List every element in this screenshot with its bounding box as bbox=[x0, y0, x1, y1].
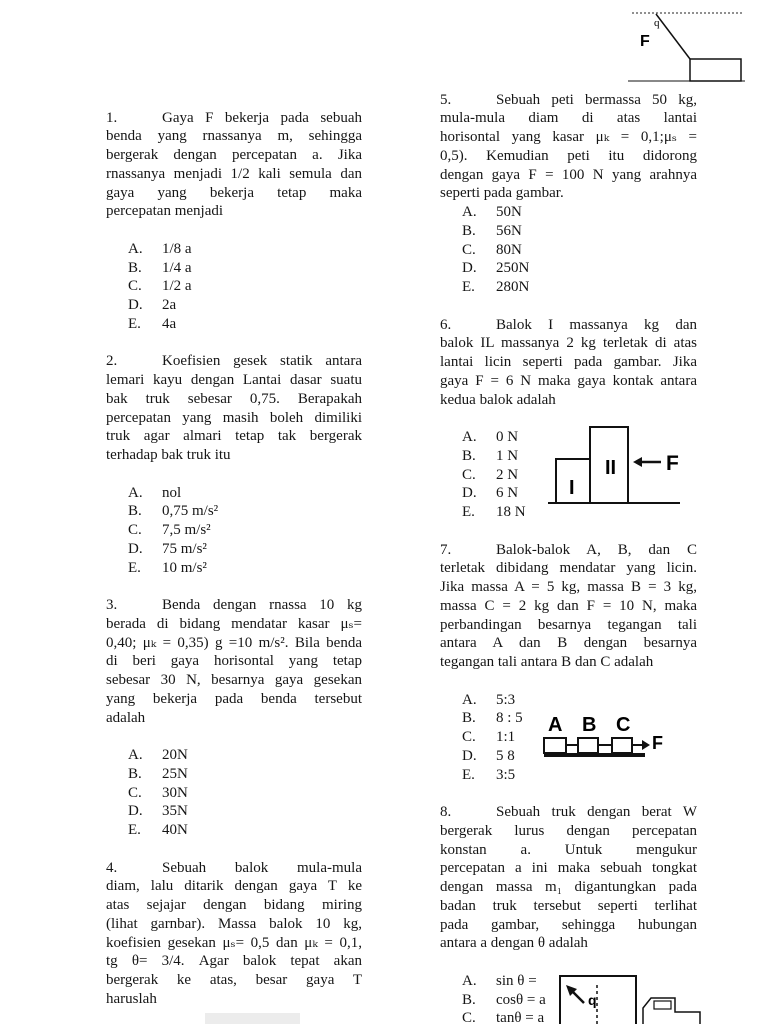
question-text-line: rnassanya menjadi 1/2 kali semula dan bbox=[106, 165, 362, 182]
question-text-line: koefisien gesekan μₛ= 0,5 dan μₖ = 0,1, bbox=[106, 934, 362, 951]
option-letter: E. bbox=[462, 766, 475, 783]
option-value: 20N bbox=[162, 747, 188, 764]
question-text-line: terhadap bak truk itu bbox=[106, 447, 231, 464]
question-first-line bbox=[440, 541, 697, 560]
question-text-line: lantai licin seperti pada gambar. Jika bbox=[440, 354, 697, 371]
option-value: 280N bbox=[496, 279, 530, 296]
option-letter: D. bbox=[462, 485, 477, 502]
option-a bbox=[106, 746, 362, 765]
question-text-line: Jika massa A = 5 kg, massa B = 3 kg, bbox=[440, 579, 697, 596]
option-letter: D. bbox=[128, 297, 143, 314]
force-line bbox=[656, 14, 690, 59]
question-text-line: dengan gaya F = 100 N yang arahnya bbox=[440, 166, 697, 183]
question-text-line: mula-mula diam di atas lantai bbox=[440, 110, 697, 127]
question-text-line: Koefisien gesek statik antara bbox=[162, 353, 362, 370]
question-text-line: konstan a. Untuk mengukur bbox=[440, 841, 697, 858]
option-e bbox=[440, 278, 697, 297]
question-text-line: percepatan menjadi bbox=[106, 203, 224, 220]
option-value: 5 8 bbox=[496, 747, 515, 764]
question-text-line: terletak dibidang mendatar yang licin. bbox=[440, 560, 697, 577]
question-text-line: Sebuah balok mula-mula bbox=[162, 859, 362, 876]
figure-q7-three-blocks bbox=[540, 708, 665, 764]
question-text-line: 0,40; μₖ = 0,35) g =10 m/s². Bila benda bbox=[106, 634, 362, 651]
option-d bbox=[440, 259, 697, 278]
question-text-line: massa C = 2 kg dan F = 10 N, maka bbox=[440, 597, 697, 614]
arrow-left-icon bbox=[633, 457, 642, 467]
question-text-line: atas sejajar dengan bidang miring bbox=[106, 897, 362, 914]
option-value: 1:1 bbox=[496, 729, 516, 746]
question-number: 8. bbox=[440, 804, 452, 821]
question-text-line: kedua balok adalah bbox=[440, 391, 556, 408]
option-value: 56N bbox=[496, 222, 522, 239]
question-2 bbox=[106, 352, 362, 596]
question-text-line: truk agar almari tetap tak bergerak bbox=[106, 428, 362, 445]
option-value: 1/4 a bbox=[162, 259, 192, 276]
option-d bbox=[106, 802, 362, 821]
option-c bbox=[106, 784, 362, 803]
option-value: 40N bbox=[162, 822, 188, 839]
question-text-line: percepatan a ini maka sebuah tongkat bbox=[440, 860, 697, 877]
question-text-line: lemari kayu dengan Lantai dasar suatu bbox=[106, 372, 362, 389]
option-value: 75 m/s² bbox=[162, 540, 207, 557]
angle-label: q bbox=[654, 17, 660, 29]
question-text-line: diam, lalu ditarik dengan gaya T ke bbox=[106, 878, 362, 895]
faint-figure-fragment bbox=[205, 1013, 300, 1024]
option-value: 2 N bbox=[496, 466, 519, 483]
question-number: 2. bbox=[106, 353, 118, 370]
option-letter: B. bbox=[128, 765, 142, 782]
question-text-line: perbandingan besarnya tegangan tali bbox=[440, 616, 697, 633]
question-text-line: haruslah bbox=[106, 990, 157, 1007]
question-first-line bbox=[440, 91, 697, 110]
block-c bbox=[612, 738, 632, 753]
question-text-line: antara a dengan θ adalah bbox=[440, 935, 588, 952]
option-letter: E. bbox=[128, 315, 141, 332]
question-text-line: percepatan yang masih boleh dimiliki bbox=[106, 409, 362, 426]
option-value: 8 : 5 bbox=[496, 710, 523, 727]
question-first-line bbox=[440, 803, 697, 822]
option-letter: A. bbox=[128, 240, 143, 257]
question-text-line: berada di bidang mendatar kasar μₛ= bbox=[106, 615, 362, 632]
option-b bbox=[106, 259, 362, 278]
option-b bbox=[106, 502, 362, 521]
option-value: tanθ = a bbox=[496, 1010, 545, 1027]
block-b bbox=[578, 738, 598, 753]
question-text-line: yang bekerja pada benda tersebut bbox=[106, 690, 362, 707]
option-value: 5:3 bbox=[496, 691, 516, 708]
option-value: 80N bbox=[496, 241, 522, 258]
option-c bbox=[106, 277, 362, 296]
question-text-line: tegangan tali antara B dan C adalah bbox=[440, 654, 654, 671]
option-value: 7,5 m/s² bbox=[162, 522, 211, 539]
option-letter: D. bbox=[462, 747, 477, 764]
question-text-line: bergerak lurus dengan percepatan bbox=[440, 822, 697, 839]
question-text-line: pada gambar, sehingga hubungan bbox=[440, 916, 697, 933]
question-text-line: adalah bbox=[106, 709, 146, 726]
question-text-line: bergerak ke atas, besar gaya T bbox=[106, 972, 362, 989]
option-value: 10 m/s² bbox=[162, 559, 207, 576]
question-1 bbox=[106, 109, 362, 353]
question-text-line: di beri gaya horisontal yang tetap bbox=[106, 653, 362, 670]
option-letter: C. bbox=[462, 729, 476, 746]
option-value: 1/2 a bbox=[162, 278, 192, 295]
option-letter: B. bbox=[462, 447, 476, 464]
option-a bbox=[440, 203, 697, 222]
question-text-line: gaya yang bekerja tetap maka bbox=[106, 184, 362, 201]
figure-q5-pushed-crate bbox=[625, 5, 750, 87]
option-a bbox=[440, 691, 697, 710]
option-e bbox=[440, 766, 697, 785]
option-letter: D. bbox=[462, 260, 477, 277]
option-value: 0,75 m/s² bbox=[162, 503, 219, 520]
option-e bbox=[106, 315, 362, 334]
question-text-line: tg θ= 3/4. Agar balok tepat akan bbox=[106, 953, 362, 970]
question-text-line: gaya F = 6 N maka gaya kontak antara bbox=[440, 372, 697, 389]
option-value: 30N bbox=[162, 784, 188, 801]
question-text-line: Benda dengan rnassa 10 kg bbox=[162, 597, 362, 614]
option-letter: C. bbox=[462, 1010, 476, 1027]
option-d bbox=[106, 296, 362, 315]
option-letter: C. bbox=[128, 278, 142, 295]
option-letter: A. bbox=[128, 747, 143, 764]
block-ii-label: II bbox=[605, 457, 617, 479]
question-text-line: antara A dan B dengan besarnya bbox=[440, 635, 697, 652]
option-value: cosθ = a bbox=[496, 991, 546, 1008]
question-text-line: bak truk sebesar 0,75. Berapakah bbox=[106, 390, 362, 407]
question-first-line bbox=[106, 109, 362, 128]
option-letter: E. bbox=[128, 559, 141, 576]
question-text-line: Balok-balok A, B, dan C bbox=[496, 541, 697, 558]
question-text-line: badan truk tersebut seperti terlihat bbox=[440, 897, 697, 914]
question-first-line bbox=[106, 352, 362, 371]
option-value: 250N bbox=[496, 260, 530, 277]
option-b bbox=[106, 765, 362, 784]
answer-options bbox=[106, 746, 362, 840]
option-a bbox=[106, 240, 362, 259]
question-number: 4. bbox=[106, 859, 118, 876]
option-letter: E. bbox=[462, 279, 475, 296]
option-c bbox=[106, 521, 362, 540]
option-value: 2a bbox=[162, 297, 177, 314]
question-4 bbox=[106, 859, 362, 1009]
answer-options bbox=[106, 240, 362, 334]
option-letter: D. bbox=[128, 540, 143, 557]
option-value: 4a bbox=[162, 315, 177, 332]
option-letter: A. bbox=[462, 429, 477, 446]
block-b-label: B bbox=[582, 714, 597, 736]
option-value: 0 N bbox=[496, 429, 519, 446]
question-text-line: horisontal yang kasar μₖ = 0,1;μₛ = bbox=[440, 129, 697, 146]
question-number: 7. bbox=[440, 541, 452, 558]
option-c bbox=[440, 241, 697, 260]
question-text-line: seperti pada gambar. bbox=[440, 185, 564, 202]
option-value: 35N bbox=[162, 803, 188, 820]
question-text-line: bergerak dengan percepatan a. Jika bbox=[106, 147, 362, 164]
force-label: F bbox=[666, 452, 679, 475]
question-text-line: Gaya F bekerja pada sebuah bbox=[162, 109, 362, 126]
option-letter: A. bbox=[462, 691, 477, 708]
option-letter: B. bbox=[462, 710, 476, 727]
question-first-line bbox=[106, 596, 362, 615]
figure-q8-truck-pendulum bbox=[555, 972, 705, 1024]
option-d bbox=[106, 540, 362, 559]
option-value: nol bbox=[162, 484, 182, 501]
option-letter: A. bbox=[462, 972, 477, 989]
question-text-line: 0,5). Kemudian peti itu didorong bbox=[440, 147, 697, 164]
right-column bbox=[440, 91, 697, 1028]
question-text-line: Sebuah truk dengan berat W bbox=[496, 804, 697, 821]
option-e bbox=[106, 821, 362, 840]
option-value: 1 N bbox=[496, 447, 519, 464]
question-text-line: (lihat garnbar). Massa balok 10 kg, bbox=[106, 915, 362, 932]
option-letter: E. bbox=[128, 822, 141, 839]
block-a bbox=[544, 738, 566, 753]
option-value: 25N bbox=[162, 765, 188, 782]
option-letter: B. bbox=[128, 259, 142, 276]
option-value: 1/8 a bbox=[162, 240, 192, 257]
question-text-line: sebesar 30 N, besarnya gaya gesekan bbox=[106, 672, 362, 689]
question-number: 1. bbox=[106, 109, 118, 126]
option-letter: E. bbox=[462, 504, 475, 521]
option-a bbox=[106, 484, 362, 503]
option-letter: B. bbox=[462, 222, 476, 239]
figure-q6-two-blocks bbox=[545, 418, 685, 508]
crate-block bbox=[690, 59, 741, 81]
force-label: F bbox=[640, 33, 650, 50]
question-text-line: benda yang rnassanya m, sehingga bbox=[106, 128, 362, 145]
question-text-line: Sebuah peti bermassa 50 kg, bbox=[496, 91, 697, 108]
answer-options bbox=[106, 484, 362, 578]
option-value: 18 N bbox=[496, 504, 526, 521]
angle-label: q bbox=[588, 992, 597, 1008]
arrow-right-icon bbox=[642, 740, 650, 750]
option-letter: A. bbox=[128, 484, 143, 501]
answer-options bbox=[440, 203, 697, 297]
option-letter: C. bbox=[128, 784, 142, 801]
block-i-label: I bbox=[569, 477, 575, 499]
option-letter: C. bbox=[128, 522, 142, 539]
question-number: 5. bbox=[440, 91, 452, 108]
force-label: F bbox=[652, 733, 663, 753]
question-3 bbox=[106, 596, 362, 859]
question-number: 3. bbox=[106, 597, 118, 614]
option-value: sin θ = bbox=[496, 972, 537, 989]
question-text-line: balok IL massanya 2 kg terletak di atas bbox=[440, 335, 697, 352]
block-c-label: C bbox=[616, 714, 631, 736]
question-5 bbox=[440, 91, 697, 316]
option-letter: B. bbox=[128, 503, 142, 520]
option-letter: D. bbox=[128, 803, 143, 820]
floor-bar bbox=[544, 753, 645, 757]
question-text-line: Balok I massanya kg dan bbox=[496, 316, 697, 333]
option-letter: C. bbox=[462, 241, 476, 258]
option-letter: B. bbox=[462, 991, 476, 1008]
option-value: 6 N bbox=[496, 485, 519, 502]
option-letter: C. bbox=[462, 466, 476, 483]
option-b bbox=[440, 222, 697, 241]
option-value: 50N bbox=[496, 204, 522, 221]
question-first-line bbox=[440, 316, 697, 335]
left-column bbox=[106, 109, 362, 1009]
option-letter: A. bbox=[462, 204, 477, 221]
question-text-line: dengan massa m₁ digantungkan pada bbox=[440, 879, 697, 896]
block-a-label: A bbox=[548, 714, 563, 736]
option-value: 3:5 bbox=[496, 766, 516, 783]
question-number: 6. bbox=[440, 316, 452, 333]
option-e bbox=[106, 559, 362, 578]
question-first-line bbox=[106, 859, 362, 878]
